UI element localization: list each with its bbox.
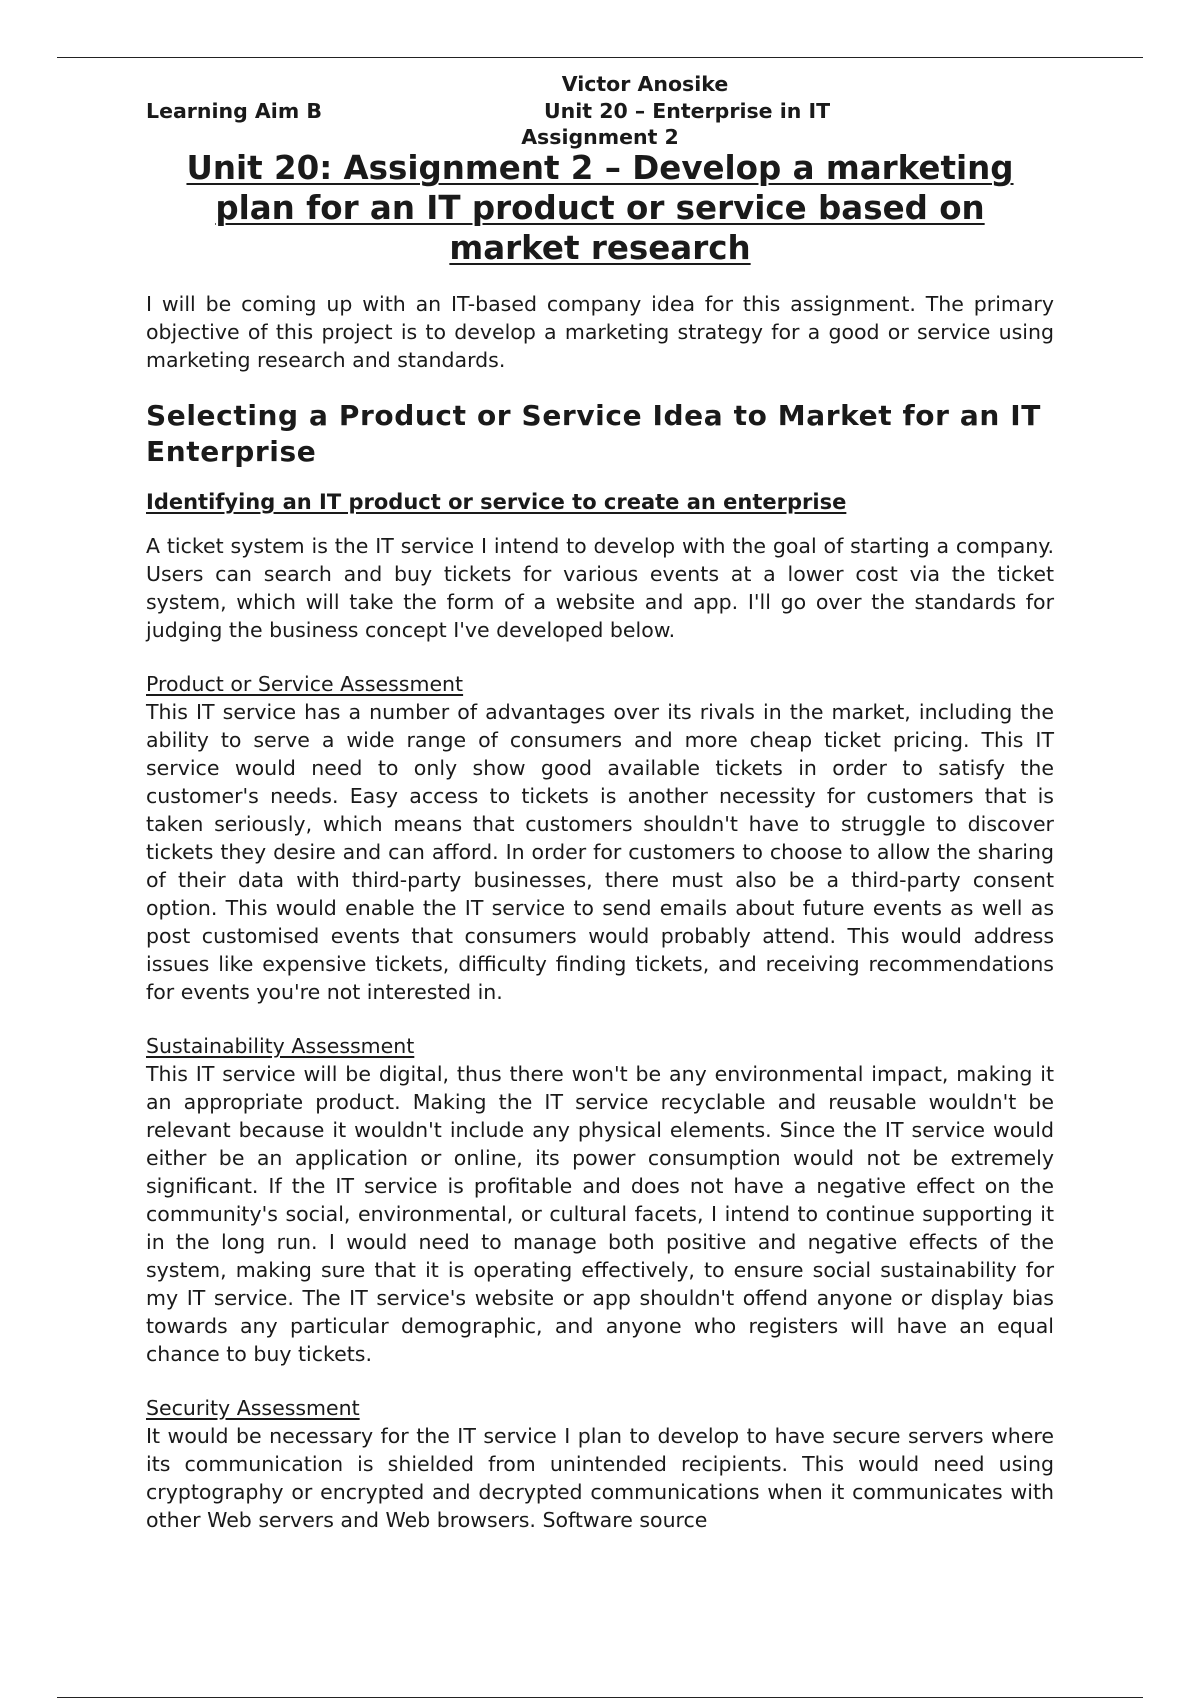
ticket-system-paragraph: A ticket system is the IT service I intend to develop with the goal of starting a company. Users can search and buy tickets for various events at a lower cost via the ticket system, which will take the form of a website and app. I'll go over the standards for judging the business concept I've developed below. xyxy=(146,534,1054,642)
assignment-label: Assignment 2 xyxy=(521,125,679,149)
sustainability-assessment-label: Sustainability Assessment xyxy=(146,1034,415,1058)
product-assessment-text: This IT service has a number of advantages over its rivals in the market, including the ability to serve a wide range of consumers and more cheap ticket pricing. This IT service would need to only show good available tickets in order to satisfy the customer's needs. Easy access to tickets is another necessity for customers that is taken seriously, which means that customers shouldn't have to struggle to discover tickets they desire and can afford. In order for customers to choose to allow the sharing of their data with third-party businesses, there must also be a third-party consent option. This would enable the IT service to send emails about future events as well as post customised events that consumers would probably attend. This would address issues like expensive tickets, difficulty finding tickets, and receiving recommendations for events you're not interested in. xyxy=(146,700,1054,1004)
security-assessment-text: It would be necessary for the IT service I plan to develop to have secure servers where its communication is shielded from unintended recipients. This would need using cryptography or encrypted and decrypted communications when it communicates with other Web servers and Web browsers. Software source xyxy=(146,1424,1054,1532)
sustainability-assessment-text: This IT service will be digital, thus there won't be any environmental impact, making it an appropriate product. Making the IT service recyclable and reusable wouldn't be relevant because it wouldn't include any physical elements. Since the IT service would either be an application or online, its power consumption would not be extremely significant. If the IT service is profitable and does not have a negative effect on the community's social, environmental, or cultural facets, I intend to continue supporting it in the long run. I would need to manage both positive and negative effects of the system, making sure that it is operating effectively, to ensure social sustainability for my IT service. The IT service's website or app shouldn't offend anyone or display bias towards any particular demographic, and anyone who registers will have an equal chance to buy tickets. xyxy=(146,1062,1054,1366)
bottom-rule xyxy=(57,1697,1143,1698)
product-assessment-label: Product or Service Assessment xyxy=(146,672,464,696)
author-name: Victor Anosike xyxy=(561,72,729,96)
header-row xyxy=(146,98,1054,125)
intro-paragraph: I will be coming up with an IT-based company idea for this assignment. The primary objective of this project is to develop a marketing strategy for a good or service using marketing research and standards. xyxy=(146,292,1054,372)
section-heading: Selecting a Product or Service Idea to Market for an IT Enterprise xyxy=(146,399,1041,468)
document-title: Unit 20: Assignment 2 – Develop a marketing plan for an IT product or service based on market research xyxy=(186,149,1014,267)
page-header xyxy=(146,71,1054,151)
document-body xyxy=(146,148,1054,1534)
top-rule xyxy=(57,57,1143,58)
unit-title: Unit 20 – Enterprise in IT xyxy=(544,98,831,123)
subsection-heading: Identifying an IT product or service to create an enterprise xyxy=(146,490,847,514)
learning-aim: Learning Aim B xyxy=(146,98,322,123)
security-assessment-label: Security Assessment xyxy=(146,1396,360,1420)
